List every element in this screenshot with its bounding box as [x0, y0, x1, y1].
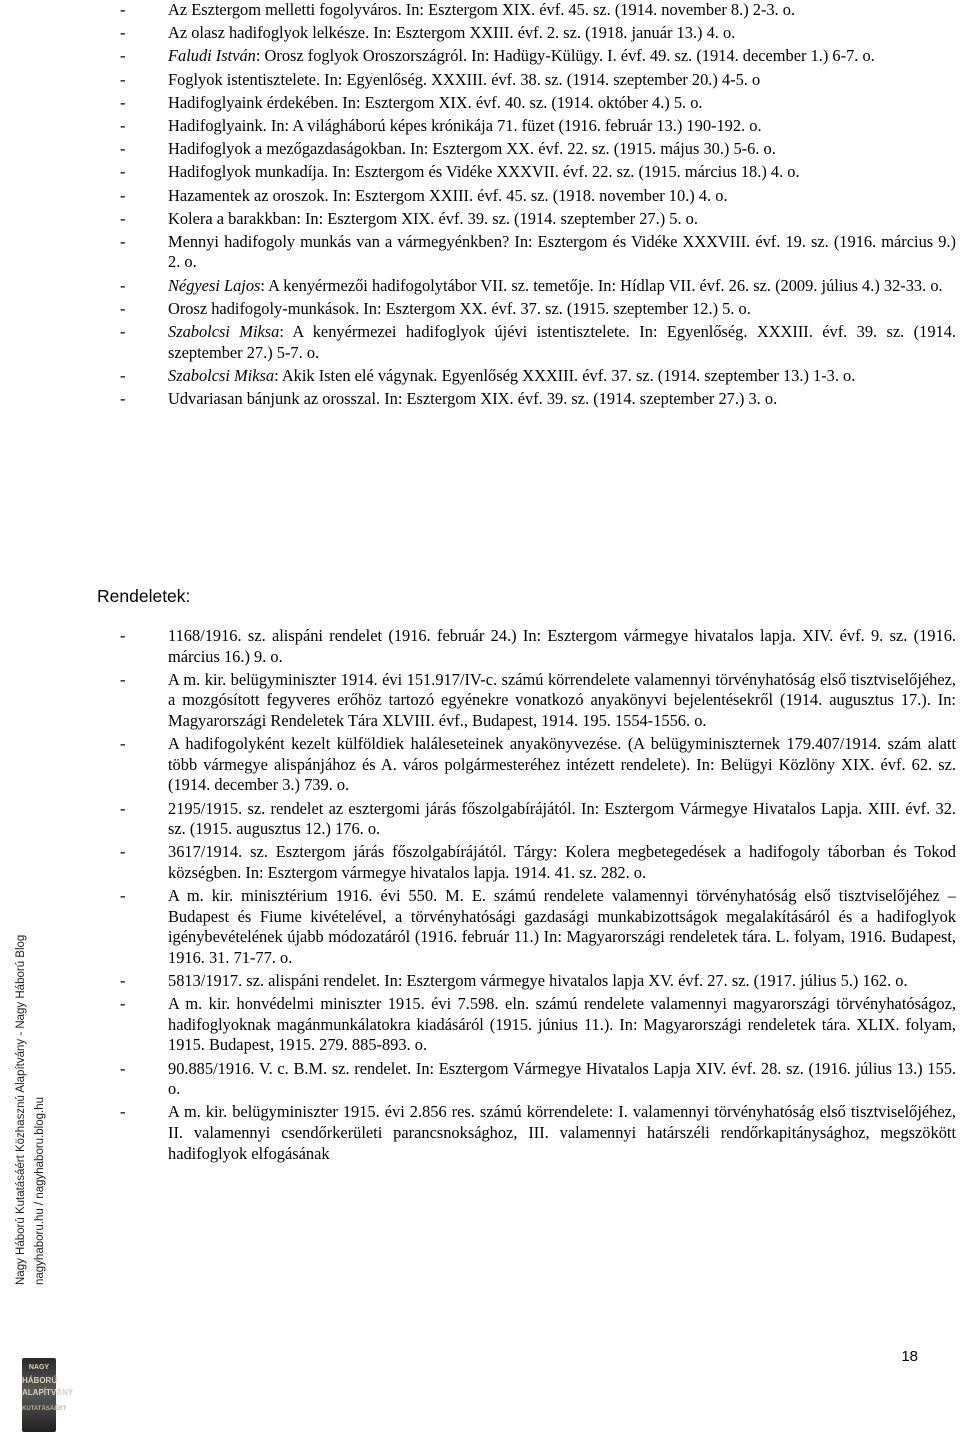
list-dash: -: [120, 971, 126, 991]
reference-item: [120, 994, 956, 1056]
reference-item: [120, 23, 956, 44]
reference-item: [120, 186, 956, 207]
list-dash: -: [120, 842, 126, 862]
reference-text: Az Esztergom melletti fogolyváros. In: Esztergom XIX. évf. 45. sz. (1914. november 8.) 2-3. o.: [168, 0, 796, 19]
reference-item: [120, 70, 956, 91]
reference-item: [120, 886, 956, 968]
reference-text: Udvariasan bánjunk az orosszal. In: Esztergom XIX. évf. 39. sz. (1914. szeptember 27.) 3. o.: [168, 389, 778, 408]
list-dash: -: [120, 886, 126, 906]
reference-item: [120, 46, 956, 67]
reference-author: Szabolcsi Miksa: [168, 365, 275, 385]
list-dash: -: [120, 115, 126, 135]
reference-text: Kolera a barakkban: In: Esztergom XIX. évf. 39. sz. (1914. szeptember 27.) 5. o.: [168, 208, 698, 228]
list-dash: -: [120, 734, 126, 754]
sidebar-website-text: nagyhaboru.hu / nagyhaboru.blog.hu: [34, 1097, 46, 1285]
logo-text-2: HÁBORÚ: [22, 1376, 58, 1385]
list-dash: -: [120, 0, 126, 19]
list-dash: -: [120, 798, 126, 818]
reference-text: 1168/1916. sz. alispáni rendelet (1916. február 24.) In: Esztergom vármegye hivatalos lapja. XIV. évf. 9. sz. (1916. március 16.) 9. o.: [168, 626, 956, 666]
reference-author: Szabolcsi Miksa: [168, 322, 280, 342]
sidebar-foundation-text: Nagy Háború Kutatásáért Közhasznú Alapítvány - Nagy Háború Blog: [15, 934, 27, 1285]
list-dash: -: [120, 322, 126, 342]
reference-item: [120, 626, 956, 667]
reference-item: [120, 1059, 956, 1100]
list-dash: -: [120, 1102, 126, 1122]
reference-text: A m. kir. minisztérium 1916. évi 550. M. E. számú rendelete valamennyi törvényhatóság első tisztviselőjéhez – Budapest és Fiume kivételével, a törvényhatósági gazdasági munkabizottságok megalakításáról és a hadifoglyok igénybevételének újabb módozatáról (1916. február 11.) In: Magyarországi rendeletek tára. L. folyam, 1916. Budapest, 1916. 31. 71-77. o.: [168, 886, 956, 967]
reference-item: [120, 209, 956, 230]
list-dash: -: [120, 298, 126, 318]
list-dash: -: [120, 275, 126, 295]
section-heading-rendeletek: Rendeletek:: [97, 586, 191, 606]
decrees-list: [120, 626, 956, 1167]
reference-item: [120, 842, 956, 883]
list-dash: -: [120, 92, 126, 112]
list-dash: -: [120, 185, 126, 205]
reference-item: [120, 299, 956, 320]
reference-text: Hadifoglyok munkadíja. In: Esztergom és Vidéke XXXVII. évf. 22. sz. (1915. március 18.) 4. o.: [168, 162, 800, 182]
reference-text: Hadifoglyaink. In: A világháború képes krónikája 71. füzet (1916. február 13.) 190-192. o.: [168, 115, 762, 135]
list-dash: -: [120, 162, 126, 182]
page-number: 18: [901, 1348, 918, 1365]
list-dash: -: [120, 208, 126, 228]
list-dash: -: [120, 994, 126, 1014]
list-dash: -: [120, 139, 126, 159]
reference-text: Hadifoglyok a mezőgazdaságokban. In: Esztergom XX. évf. 22. sz. (1915. május 30.) 5-6. o.: [168, 139, 776, 159]
reference-text: Az olasz hadifoglyok lelkésze. In: Esztergom XXIII. évf. 2. sz. (1918. január 13.) 4. o.: [168, 23, 736, 43]
logo-text-1: NAGY: [28, 1364, 50, 1371]
logo-text-3: ALAPÍTVÁNY: [22, 1388, 74, 1397]
reference-text: 90.885/1916. V. c. B.M. sz. rendelet. In: Esztergom Vármegye Hivatalos Lapja XIV. évf. 28. sz. (1916. július 13.) 155. o.: [168, 1058, 956, 1099]
reference-text: 2195/1915. sz. rendelet az esztergomi járás főszolgabírájától. In: Esztergom Vármegye Hivatalos Lapja. XIII. évf. 32. sz. (1915. augusztus 12.) 176. o.: [168, 798, 956, 839]
reference-text: Foglyok istentisztelete. In: Egyenlőség. XXXIII. évf. 38. sz. (1914. szeptember 20.) 4-5. o: [168, 69, 761, 89]
reference-text: Hadifoglyaink érdekében. In: Esztergom XIX. évf. 40. sz. (1914. október 4.) 5. o.: [168, 92, 703, 112]
reference-item: [120, 1102, 956, 1164]
reference-text: A m. kir. belügyminiszter 1915. évi 2.856 res. számú körrendelete: I. valamennyi törvényhatóság első tisztviselőjéhez, II. valamennyi csendőrkerületi parancsnoksághoz, III. valamennyi határszéli rendőrkapitánysághoz, megszökött hadifoglyok elfogásának: [168, 1102, 956, 1163]
reference-item: [120, 93, 956, 114]
reference-text: : Orosz foglyok Oroszországról. In: Hadügy-Külügy. I. évf. 49. sz. (1914. december 1.) 6-7. o.: [255, 46, 875, 66]
reference-author: Faludi István: [168, 46, 256, 66]
reference-text: 5813/1917. sz. alispáni rendelet. In: Esztergom vármegye hivatalos lapja XV. évf. 27. sz. (1917. július 5.) 162. o.: [168, 971, 908, 991]
bibliography-list: [120, 0, 956, 412]
reference-author: Négyesi Lajos: [168, 275, 261, 295]
reference-item: [120, 116, 956, 137]
reference-text: A hadifogolyként kezelt külföldiek haláleseteinek anyakönyvezése. (A belügyminiszternek 179.407/1914. szám alatt több vármegye alispánjához és A. város polgármesteréhez intézett rendelete). In: Belügyi Közlöny XIX. évf. 62. sz. (1914. december 3.) 739. o.: [168, 734, 956, 795]
reference-item: [120, 322, 956, 363]
reference-item: [120, 670, 956, 732]
reference-item: [120, 232, 956, 273]
list-dash: -: [120, 23, 126, 43]
reference-text: Hazamentek az oroszok. In: Esztergom XXIII. évf. 45. sz. (1918. november 10.) 4. o.: [168, 185, 728, 205]
reference-text: : Akik Isten elé vágynak. Egyenlőség XXXIII. évf. 37. sz. (1914. szeptember 13.) 1-3. o.: [274, 365, 856, 385]
reference-text: 3617/1914. sz. Esztergom járás főszolgabírájától. Tárgy: Kolera megbetegedések a hadifogoly táborban és Tokod községben. In: Esztergom vármegye hivatalos lapja. 1914. 41. sz. 282. o.: [168, 842, 956, 882]
list-dash: -: [120, 46, 126, 66]
reference-text: A m. kir. honvédelmi miniszter 1915. évi 7.598. eln. számú rendelete valamennyi magyarországi törvényhatóságoz, hadifoglyoknak magánmunkálatokra kiadásáról (1915. június 11.). In: Magyarországi rendeletek tára. XLIX. folyam, 1915. Budapest, 1915. 279. 885-893. o.: [168, 994, 956, 1055]
reference-text: : A kenyérmezei hadifoglyok újévi istentisztelete. In: Egyenlőség. XXXIII. évf. 39. sz. (1914. szeptember 27.) 5-7. o.: [168, 322, 956, 362]
logo-text-4: KUTATÁSÁÉRT: [22, 1406, 67, 1412]
list-dash: -: [120, 669, 126, 689]
reference-item: [120, 139, 956, 160]
list-dash: -: [120, 231, 126, 251]
reference-text: A m. kir. belügyminiszter 1914. évi 151.917/IV-c. számú körrendelete valamennyi törvényhatóság első tisztviselőjéhez, a mozgósított fegyveres erőhöz tartozó egyénekre vonatkozó anyakönyvi bejelentésekről (1914. augusztus 17.). In: Magyarországi Rendeletek Tára XLVIII. évf., Budapest, 1914. 195. 1554-1556. o.: [168, 669, 956, 730]
reference-text: Mennyi hadifogoly munkás van a vármegyénkben? In: Esztergom és Vidéke XXXVIII. évf. 19. sz. (1916. március 9.) 2. o.: [168, 231, 956, 272]
reference-item: [120, 366, 956, 387]
reference-item: [120, 734, 956, 796]
reference-item: [120, 0, 956, 21]
list-dash: -: [120, 365, 126, 385]
reference-item: [120, 389, 956, 410]
reference-text: : A kenyérmezői hadifogolytábor VII. sz. temetője. In: Hídlap VII. évf. 26. sz. (2009. július 4.) 32-33. o.: [260, 275, 943, 295]
foundation-logo: [22, 1358, 74, 1432]
reference-item: [120, 799, 956, 840]
list-dash: -: [120, 1058, 126, 1078]
reference-item: [120, 971, 956, 992]
list-dash: -: [120, 389, 126, 408]
list-dash: -: [120, 626, 126, 645]
reference-item: [120, 276, 956, 297]
reference-item: [120, 162, 956, 183]
list-dash: -: [120, 69, 126, 89]
reference-text: Orosz hadifogoly-munkások. In: Esztergom XX. évf. 37. sz. (1915. szeptember 12.) 5. o.: [168, 298, 751, 318]
